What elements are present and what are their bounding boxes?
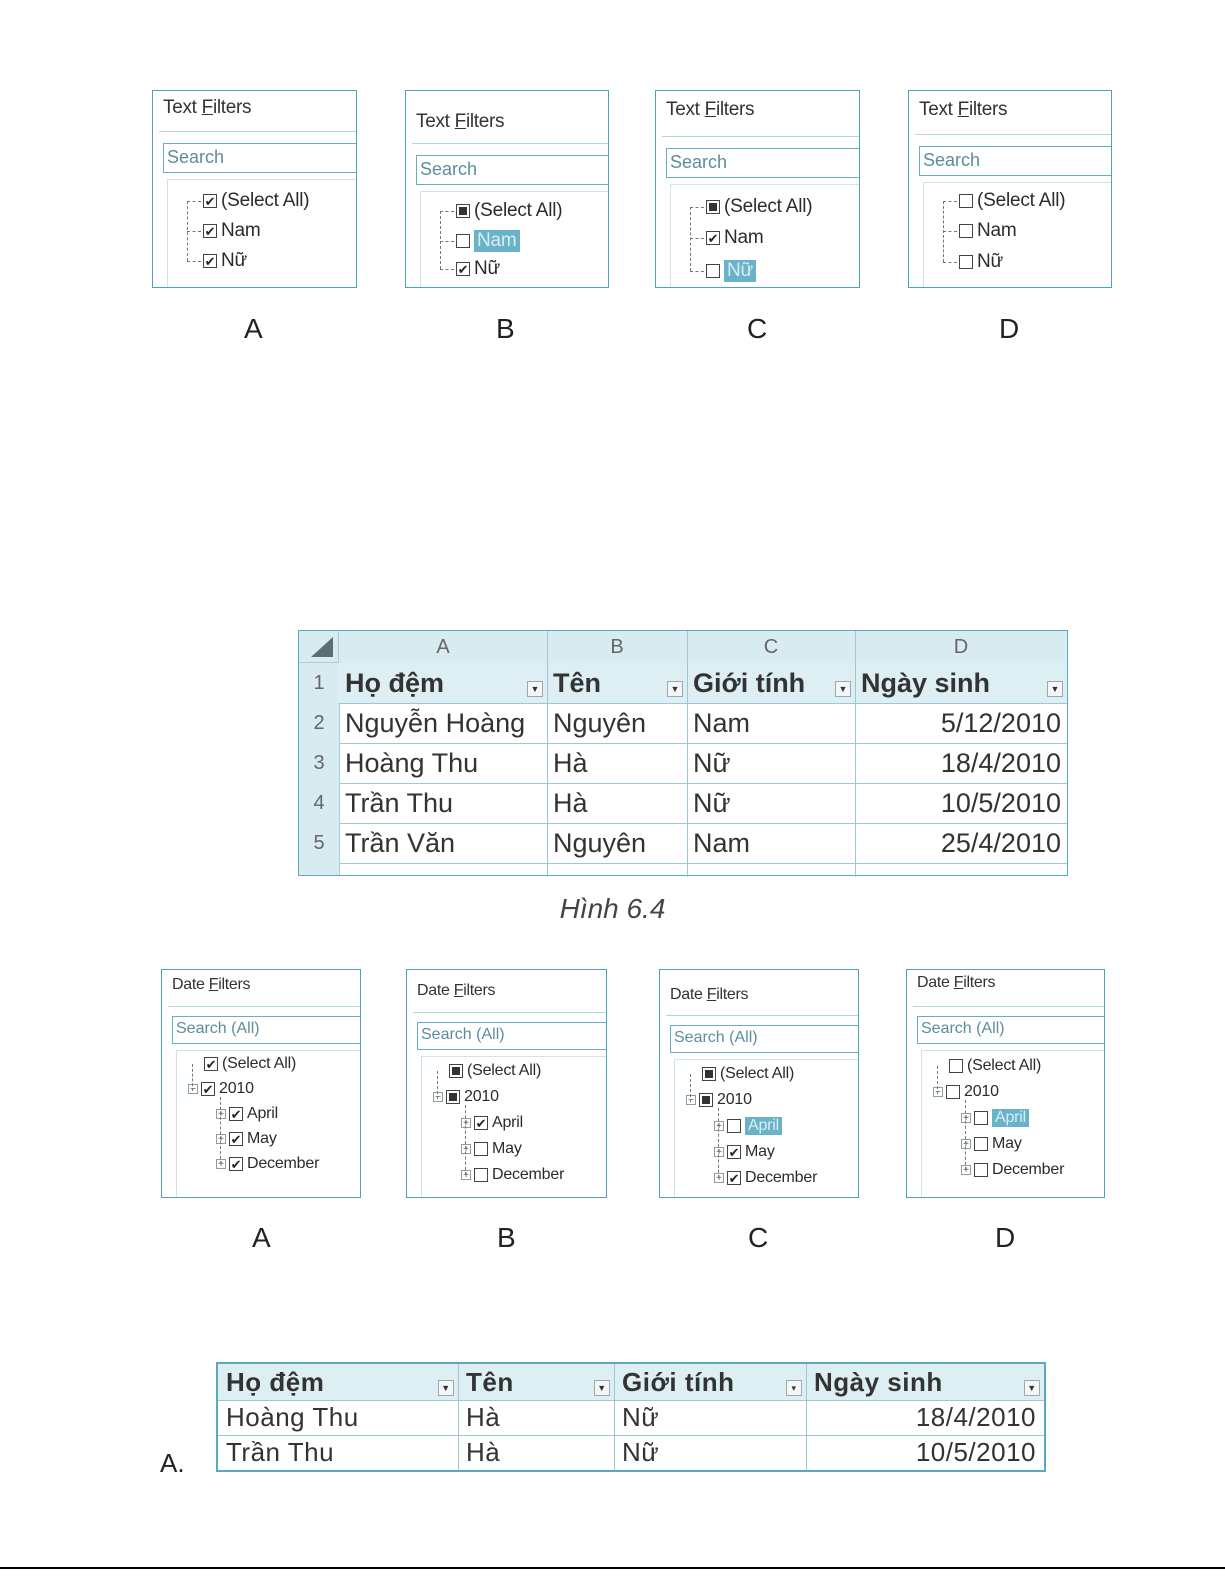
spreadsheet — [298, 630, 1068, 876]
page-bottom-rule — [0, 1567, 1225, 1569]
table-cell[interactable]: Hoàng Thu — [345, 747, 479, 778]
expand-toggle-icon[interactable]: − — [433, 1092, 443, 1102]
expand-toggle-icon[interactable]: + — [461, 1118, 471, 1128]
filter-dropdown-icon[interactable]: ▼ — [438, 1380, 454, 1396]
date-option-may[interactable] — [714, 1140, 775, 1164]
panel-title: Date Filters — [670, 986, 749, 1003]
tree-connector — [690, 271, 704, 272]
search-input[interactable]: Search — [666, 148, 860, 178]
checkbox-empty-icon[interactable] — [456, 234, 470, 248]
checkbox-empty-icon[interactable] — [959, 194, 973, 208]
checkbox-empty-icon[interactable] — [706, 264, 720, 278]
result-cell: 18/4/2010 — [915, 1402, 1036, 1432]
table-cell[interactable]: Nữ — [693, 787, 731, 818]
option-label: 2010 — [219, 1080, 254, 1097]
tree-connector — [965, 1100, 966, 1170]
date-option-april[interactable] — [216, 1102, 278, 1126]
checkbox-checked-icon[interactable]: ✔ — [475, 1115, 487, 1131]
expand-toggle-icon[interactable]: + — [714, 1173, 724, 1183]
panel-title: Text Filters — [416, 111, 505, 132]
date-option-december[interactable] — [216, 1152, 319, 1176]
search-input[interactable]: Search — [416, 155, 609, 185]
checkbox-empty-icon[interactable] — [974, 1111, 988, 1125]
tree-connector — [437, 1071, 438, 1099]
search-input[interactable]: Search — [919, 146, 1112, 176]
option-label: Nữ — [474, 258, 501, 279]
select-all-corner[interactable] — [299, 631, 339, 663]
tree-connector — [220, 1097, 221, 1164]
table-cell[interactable]: Nữ — [693, 747, 731, 778]
option-label: (Select All) — [221, 190, 310, 211]
search-input[interactable]: Search (All) — [917, 1016, 1105, 1044]
column-header-c[interactable]: C — [687, 631, 855, 664]
checkbox-checked-icon[interactable]: ✔ — [204, 223, 216, 239]
row-header-filler — [299, 863, 340, 875]
header-cell[interactable]: Ngày sinh ▼ — [855, 663, 1067, 703]
result-cell: Trần Thu — [226, 1437, 335, 1467]
gridline — [614, 1364, 615, 1470]
date-option-select-all[interactable] — [204, 1052, 296, 1076]
result-cell: Nữ — [622, 1402, 660, 1432]
filter-dropdown-icon[interactable]: ▼ — [1024, 1380, 1040, 1396]
header-cell[interactable]: Họ đệm ▼ — [339, 663, 547, 703]
panel-title: Text Filters — [666, 99, 755, 120]
table-cell[interactable]: 10/5/2010 — [940, 787, 1061, 818]
date-option-may[interactable] — [961, 1132, 1022, 1156]
date-filter-panel-b — [406, 969, 607, 1198]
option-label: December — [247, 1155, 320, 1172]
checkbox-empty-icon[interactable] — [949, 1059, 963, 1073]
panel-title: Text Filters — [919, 99, 1008, 120]
tree-connector — [943, 231, 957, 232]
option-label: Nam — [724, 227, 764, 248]
option-label: (Select All) — [222, 1055, 297, 1072]
title-separator — [666, 1015, 858, 1016]
checkbox-partial-icon[interactable] — [699, 1093, 713, 1107]
option-label: April — [247, 1105, 279, 1122]
filter-dropdown-icon[interactable]: ▼ — [835, 681, 851, 697]
checkbox-empty-icon[interactable] — [946, 1085, 960, 1099]
tree-connector — [440, 211, 441, 269]
text-filter-panel-b — [405, 90, 609, 288]
option-label: April — [745, 1117, 782, 1135]
checkbox-empty-icon[interactable] — [959, 224, 973, 238]
option-label: Nữ — [221, 250, 248, 271]
title-separator — [913, 1006, 1104, 1007]
title-separator — [412, 143, 608, 144]
title-separator — [168, 1006, 360, 1007]
checkbox-checked-icon[interactable]: ✔ — [204, 253, 216, 269]
expand-toggle-icon[interactable]: + — [714, 1147, 724, 1157]
gridline — [855, 631, 856, 877]
expand-toggle-icon[interactable]: − — [933, 1087, 943, 1097]
option-label: December — [992, 1161, 1065, 1178]
date-option-april[interactable] — [961, 1106, 1029, 1130]
date-option-april[interactable] — [714, 1114, 782, 1138]
checkbox-partial-icon[interactable] — [446, 1090, 460, 1104]
date-filter-panel-a — [161, 969, 361, 1198]
table-cell[interactable]: Nam — [693, 827, 751, 858]
gridline — [339, 703, 1067, 704]
result-header-cell: Giới tính ▾ — [614, 1364, 806, 1400]
gridline — [547, 631, 548, 877]
option-label: May — [745, 1143, 775, 1160]
title-separator — [159, 131, 356, 132]
header-cell[interactable]: Tên ▼ — [547, 663, 687, 703]
option-label: May — [992, 1135, 1022, 1152]
tree-connector — [440, 241, 454, 242]
filter-option-select-all[interactable] — [456, 199, 562, 223]
option-label: April — [492, 1114, 524, 1131]
option-label: (Select All) — [724, 196, 813, 217]
date-filter-panel-c — [659, 969, 859, 1198]
title-separator — [662, 136, 859, 137]
tree-connector — [440, 211, 454, 212]
result-table — [216, 1362, 1046, 1472]
expand-toggle-icon[interactable]: + — [714, 1121, 724, 1131]
option-label: (Select All) — [474, 200, 563, 221]
tree-connector — [690, 207, 704, 208]
checkbox-checked-icon[interactable]: ✔ — [707, 230, 719, 246]
search-input[interactable]: Search (All) — [670, 1025, 859, 1053]
option-letter: B — [497, 1222, 516, 1253]
filter-option-nam[interactable] — [706, 226, 764, 250]
checkbox-checked-icon[interactable]: ✔ — [204, 193, 216, 209]
filter-option-nữ[interactable] — [203, 249, 247, 273]
option-letter: D — [999, 313, 1020, 344]
filter-option-nam[interactable] — [456, 229, 520, 253]
gridline — [339, 783, 1067, 784]
option-label: 2010 — [717, 1091, 752, 1108]
option-label: 2010 — [464, 1088, 499, 1105]
expand-toggle-icon[interactable]: − — [188, 1084, 198, 1094]
row-header-4[interactable]: 4 — [299, 783, 340, 823]
tree-connector — [192, 1064, 193, 1091]
row-header-5[interactable]: 5 — [299, 823, 340, 863]
date-option-december[interactable] — [714, 1166, 817, 1190]
option-letter: B — [496, 313, 515, 344]
checkbox-partial-icon[interactable] — [706, 200, 720, 214]
expand-toggle-icon[interactable]: + — [961, 1165, 971, 1175]
checkbox-partial-icon[interactable] — [702, 1067, 716, 1081]
result-header-cell: Tên ▼ — [458, 1364, 614, 1400]
search-input[interactable]: Search (All) — [172, 1016, 361, 1044]
filter-option-select-all[interactable] — [706, 195, 812, 219]
checkbox-empty-icon[interactable] — [974, 1163, 988, 1177]
date-option-december[interactable] — [461, 1163, 564, 1187]
date-option-may[interactable] — [216, 1127, 277, 1151]
column-header-d[interactable]: D — [855, 631, 1067, 664]
checkbox-checked-icon[interactable]: ✔ — [230, 1156, 242, 1172]
checkbox-empty-icon[interactable] — [474, 1142, 488, 1156]
filter-dropdown-icon[interactable]: ▼ — [527, 681, 543, 697]
table-cell[interactable]: 18/4/2010 — [940, 747, 1061, 778]
tree-connector — [187, 201, 201, 202]
checkbox-partial-icon[interactable] — [449, 1064, 463, 1078]
option-label: May — [492, 1140, 522, 1157]
date-filter-panel-d — [906, 969, 1105, 1198]
option-label: (Select All) — [967, 1057, 1042, 1074]
checkbox-checked-icon[interactable]: ✔ — [205, 1056, 217, 1072]
filter-option-nữ[interactable] — [456, 257, 500, 281]
checkbox-empty-icon[interactable] — [474, 1168, 488, 1182]
result-header-cell: Ngày sinh ▼ — [806, 1364, 1044, 1400]
checkbox-checked-icon[interactable]: ✔ — [230, 1131, 242, 1147]
expand-toggle-icon[interactable]: + — [216, 1134, 226, 1144]
gridline — [339, 823, 1067, 824]
result-cell: Hoàng Thu — [226, 1402, 359, 1432]
tree-connector — [187, 261, 201, 262]
title-separator — [915, 134, 1111, 135]
result-cell: 10/5/2010 — [915, 1437, 1036, 1467]
filter-dropdown-icon[interactable]: ▼ — [594, 1380, 610, 1396]
checkbox-checked-icon[interactable]: ✔ — [728, 1144, 740, 1160]
option-label: (Select All) — [467, 1062, 542, 1079]
option-letter: C — [747, 313, 768, 344]
option-label: (Select All) — [720, 1065, 795, 1082]
option-label: Nam — [474, 230, 520, 252]
filter-dropdown-icon[interactable]: ▼ — [667, 681, 683, 697]
checkbox-checked-icon[interactable]: ✔ — [230, 1106, 242, 1122]
date-option-december[interactable] — [961, 1158, 1064, 1182]
filter-option-nam[interactable] — [959, 219, 1017, 243]
expand-toggle-icon[interactable]: + — [461, 1170, 471, 1180]
filter-option-nữ[interactable] — [706, 259, 756, 283]
header-cell[interactable]: Giới tính ▼ — [687, 663, 855, 703]
title-separator — [413, 1012, 606, 1013]
option-label: December — [492, 1166, 565, 1183]
tree-connector — [465, 1105, 466, 1175]
filter-option-select-all[interactable] — [203, 189, 309, 213]
result-cell: Hà — [466, 1402, 501, 1432]
expand-toggle-icon[interactable]: + — [216, 1109, 226, 1119]
tree-connector — [690, 207, 691, 271]
gridline — [806, 1364, 807, 1470]
tree-connector — [718, 1108, 719, 1178]
checkbox-checked-icon[interactable]: ✔ — [202, 1081, 214, 1097]
tree-connector — [187, 231, 201, 232]
filter-dropdown-icon[interactable]: ▼ — [1047, 681, 1063, 697]
tree-connector — [440, 269, 454, 270]
table-cell[interactable]: Trần Văn — [345, 827, 456, 858]
filter-option-nữ[interactable] — [959, 250, 1003, 274]
table-cell[interactable]: Nam — [693, 707, 751, 738]
checkbox-empty-icon[interactable] — [959, 255, 973, 269]
filter-option-select-all[interactable] — [959, 189, 1065, 213]
panel-title: Date Filters — [417, 982, 496, 999]
text-filter-panel-a — [152, 90, 357, 288]
date-option-select-all[interactable] — [702, 1062, 794, 1086]
table-cell[interactable]: Nguyên — [553, 707, 647, 738]
option-label: Nam — [221, 220, 261, 241]
search-input[interactable]: Search (All) — [417, 1022, 607, 1050]
option-label: Nữ — [977, 251, 1004, 272]
result-cell: Hà — [466, 1437, 501, 1467]
date-option-select-all[interactable] — [949, 1054, 1041, 1078]
search-input[interactable]: Search — [163, 143, 357, 173]
table-cell[interactable]: Hà — [553, 787, 588, 818]
expand-toggle-icon[interactable]: − — [686, 1095, 696, 1105]
checkbox-checked-icon[interactable]: ✔ — [457, 261, 469, 277]
table-cell[interactable]: 5/12/2010 — [940, 707, 1061, 738]
answer-letter: A. — [160, 1448, 185, 1478]
option-letter: A — [252, 1222, 271, 1253]
tree-connector — [690, 1074, 691, 1102]
result-header-cell: Họ đệm ▼ — [218, 1364, 458, 1400]
tree-connector — [690, 238, 704, 239]
table-cell[interactable]: 25/4/2010 — [940, 827, 1061, 858]
table-cell[interactable]: Trần Thu — [345, 787, 454, 818]
corner-triangle-icon — [299, 631, 339, 663]
gridline — [218, 1435, 1044, 1436]
gridline — [687, 631, 688, 877]
date-option-april[interactable] — [461, 1111, 523, 1135]
row-header-1[interactable]: 1 — [299, 663, 340, 703]
gridline — [218, 1400, 1044, 1401]
date-option-select-all[interactable] — [449, 1059, 541, 1083]
figure-caption: Hình 6.4 — [559, 893, 666, 924]
tree-connector — [943, 262, 957, 263]
tree-connector — [943, 201, 957, 202]
gridline — [458, 1364, 459, 1470]
checkbox-empty-icon[interactable] — [974, 1137, 988, 1151]
option-letter: A — [244, 313, 263, 344]
option-label: (Select All) — [977, 190, 1066, 211]
tree-connector — [937, 1066, 938, 1094]
column-header-a[interactable]: A — [339, 631, 547, 664]
date-option-may[interactable] — [461, 1137, 522, 1161]
checkbox-empty-icon[interactable] — [727, 1119, 741, 1133]
checkbox-checked-icon[interactable]: ✔ — [728, 1170, 740, 1186]
table-cell[interactable]: Nguyên — [553, 827, 647, 858]
table-cell[interactable]: Nguyễn Hoàng — [345, 707, 526, 738]
row-header-3[interactable]: 3 — [299, 743, 340, 783]
option-label: Nữ — [724, 260, 756, 282]
column-header-b[interactable]: B — [547, 631, 687, 664]
expand-toggle-icon[interactable]: + — [216, 1159, 226, 1169]
row-header-2[interactable]: 2 — [299, 703, 340, 743]
option-label: April — [992, 1109, 1029, 1127]
text-filter-panel-d — [908, 90, 1112, 288]
gridline — [339, 743, 1067, 744]
expand-toggle-icon[interactable]: + — [961, 1113, 971, 1123]
filter-option-nam[interactable] — [203, 219, 261, 243]
panel-title: Date Filters — [917, 974, 996, 991]
option-letter: C — [748, 1222, 769, 1253]
filter-applied-icon[interactable]: ▾ — [786, 1380, 802, 1396]
checkbox-partial-icon[interactable] — [456, 204, 470, 218]
option-label: Nam — [977, 220, 1017, 241]
table-cell[interactable]: Hà — [553, 747, 588, 778]
panel-title: Date Filters — [172, 976, 251, 993]
option-letter: D — [995, 1222, 1016, 1253]
option-label: December — [745, 1169, 818, 1186]
option-label: May — [247, 1130, 277, 1147]
expand-toggle-icon[interactable]: + — [461, 1144, 471, 1154]
expand-toggle-icon[interactable]: + — [961, 1139, 971, 1149]
text-filter-panel-c — [655, 90, 860, 288]
result-cell: Nữ — [622, 1437, 660, 1467]
gridline — [339, 863, 1067, 864]
option-label: 2010 — [964, 1083, 999, 1100]
panel-title: Text Filters — [163, 97, 252, 118]
